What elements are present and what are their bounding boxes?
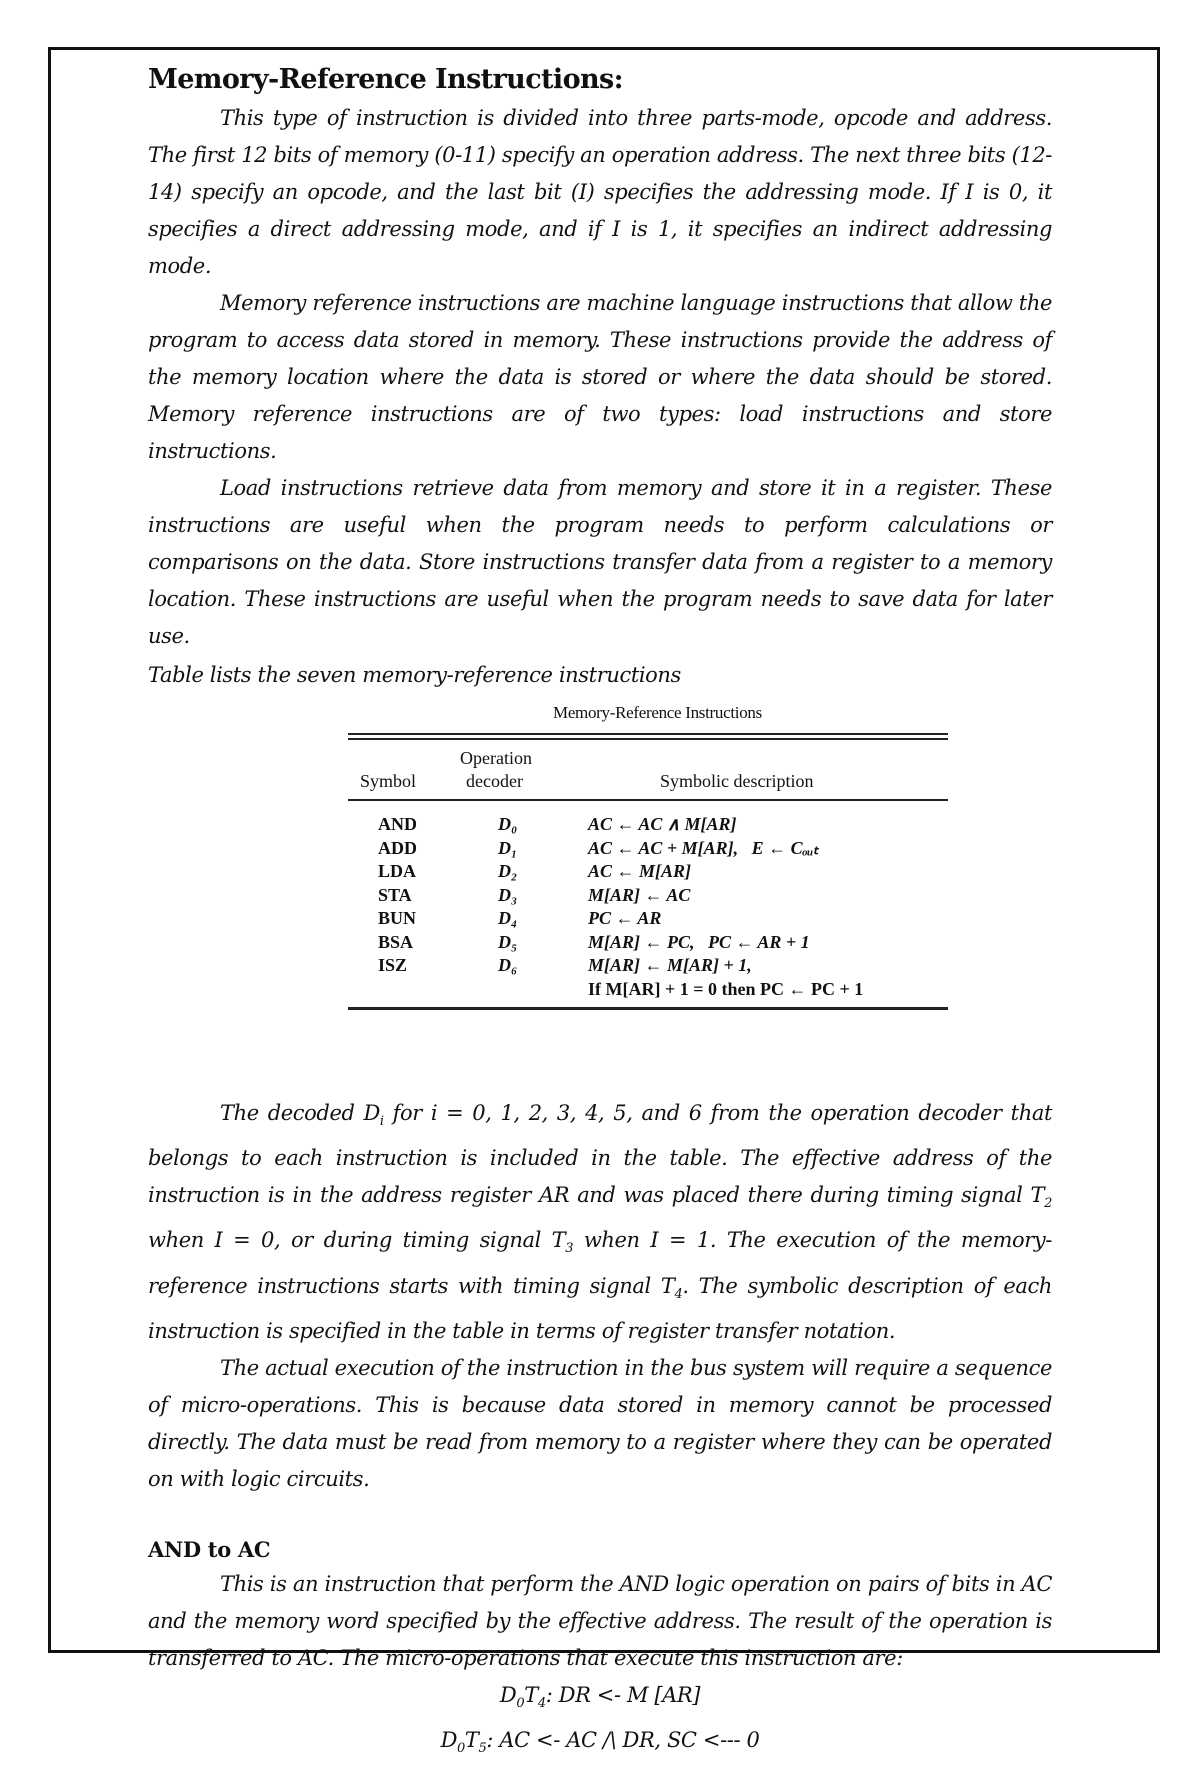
decoded-sub-2: 2 bbox=[1044, 1196, 1052, 1212]
table-row-add-decoder: D₁ bbox=[498, 837, 518, 858]
table-row-and-decoder: D₀ bbox=[498, 814, 518, 834]
table-row-lda-symbol: LDA bbox=[378, 861, 417, 881]
decoded-text-b: for i = 0, 1, 2, 3, 4, 5, and 6 from the operation decoder that belongs to each instruction is included in the table. The effective address of the instruction is in the address register AR and was placed there during timing signal T bbox=[148, 1101, 1052, 1208]
table-row-bsa-symbol: BSA bbox=[378, 931, 414, 952]
table-row-sta-symbol: STA bbox=[378, 884, 412, 905]
decoded-text-c: when I = 0, or during timing signal T bbox=[148, 1228, 566, 1253]
micro-op-2 bbox=[148, 1722, 1052, 1767]
micro-op-2-d-sub: 0 bbox=[457, 1741, 465, 1757]
page-title: Memory-Reference Instructions: bbox=[148, 64, 623, 95]
header-decoder-line1: Operation bbox=[460, 748, 532, 768]
table-row-and-description: AC ← AC ∧ M[AR] bbox=[588, 814, 737, 834]
document-content bbox=[148, 60, 1052, 1767]
decoded-text-d: when I = 1. The execution of the memory-reference instructions starts with timing signal T bbox=[148, 1228, 1053, 1298]
paragraph-decoded bbox=[148, 1095, 1052, 1350]
table-header-rule bbox=[348, 799, 948, 801]
table-row-bsa-description: M[AR] ← PC, PC ← AR + 1 bbox=[588, 931, 810, 952]
paragraph-memory-reference: Memory reference instructions are machine language instructions that allow the program to access data stored in memory. These instructions provide the address of the memory location where the data is stored or where the data should be stored. Memory reference instructions are of two types: load instructions and store instructions. bbox=[148, 291, 1052, 463]
table-row-sta-description: M[AR] ← AC bbox=[588, 884, 691, 905]
micro-op-1-d-sub: 0 bbox=[516, 1695, 525, 1711]
micro-op-1-t: T bbox=[524, 1682, 538, 1707]
micro-op-1-d: D bbox=[499, 1682, 517, 1707]
table-row-and-symbol: AND bbox=[378, 814, 417, 834]
paragraph-and: This is an instruction that perform the AND logic operation on pairs of bits in AC and the memory word specified by the effective address. The result of the operation is transferred to AC. The micro-operations that execute this instruction are: bbox=[148, 1571, 1052, 1670]
table-top-rule-2 bbox=[348, 738, 948, 740]
section-heading-and: AND to AC bbox=[148, 1536, 271, 1562]
micro-op-2-d: D bbox=[440, 1727, 458, 1752]
table-row-bun-symbol: BUN bbox=[378, 908, 417, 928]
table-intro: Table lists the seven memory-reference instructions bbox=[148, 663, 681, 687]
decoded-sub-i: i bbox=[379, 1114, 384, 1130]
micro-op-2-t-sub: 5 bbox=[478, 1741, 487, 1757]
micro-op-1 bbox=[148, 1677, 1052, 1722]
decoded-text-a: The decoded D bbox=[220, 1101, 380, 1125]
table-title: Memory-Reference Instructions bbox=[553, 703, 762, 722]
table-row-bsa-decoder: D₅ bbox=[498, 931, 518, 952]
micro-op-2-rest: : AC <- AC /\ DR, SC <--- 0 bbox=[486, 1727, 760, 1752]
decoded-sub-4: 4 bbox=[674, 1286, 683, 1302]
table-bottom-rule bbox=[348, 1007, 948, 1010]
memory-reference-table bbox=[148, 695, 1052, 1095]
header-symbol: Symbol bbox=[360, 771, 417, 791]
header-decoder-line2: decoder bbox=[466, 771, 523, 791]
paragraph-instruction-format: This type of instruction is divided into three parts-mode, opcode and address. The first 12 bits of memory (0-11) specify an operation address. The next three bits (12-14) specify an opcode, and the last bit (I) specifies the addressing mode. If I is 0, it specifies a direct addressing mode, and if I is 1, it specifies an indirect addressing mode. bbox=[148, 106, 1052, 278]
table-row-add-description: AC ← AC + M[AR], E ← Cₒᵤₜ bbox=[588, 837, 819, 858]
spacer bbox=[148, 1498, 1052, 1534]
table-row-isz-decoder: D₆ bbox=[498, 955, 518, 975]
table-top-rule bbox=[348, 733, 948, 735]
table-row-isz-description: M[AR] ← M[AR] + 1, bbox=[588, 955, 752, 975]
paragraph-load-store: Load instructions retrieve data from memory and store it in a register. These instructions are useful when the program needs to perform calculations or comparisons on the data. Store instructions transfer data from a register to a memory location. These instructions are useful when the program needs to save data for later use. bbox=[148, 476, 1052, 648]
table-row-isz-symbol: ISZ bbox=[378, 955, 408, 975]
paragraph-actual-execution: The actual execution of the instruction in the bus system will require a sequence of micro-operations. This is because data stored in memory cannot be processed directly. The data must be read from memory to a register where they can be operated on with logic circuits. bbox=[148, 1355, 1052, 1491]
micro-op-1-t-sub: 4 bbox=[537, 1695, 546, 1711]
table-row-lda-decoder: D₂ bbox=[498, 861, 518, 881]
micro-op-2-t: T bbox=[464, 1727, 479, 1752]
table-row-sta-decoder: D₃ bbox=[498, 884, 518, 905]
table-row-bun-description: PC ← AR bbox=[588, 908, 662, 928]
table-row-isz-continuation: If M[AR] + 1 = 0 then PC ← PC + 1 bbox=[588, 979, 864, 999]
table-row-add-symbol: ADD bbox=[378, 837, 417, 858]
decoded-text-e: . The symbolic description of each instruction is specified in the table in terms of register transfer notation. bbox=[148, 1273, 1052, 1343]
decoded-sub-3: 3 bbox=[565, 1241, 574, 1257]
table-row-lda-description: AC ← M[AR] bbox=[588, 861, 692, 881]
micro-op-1-rest: : DR <- M [AR] bbox=[545, 1682, 701, 1707]
table-row-bun-decoder: D₄ bbox=[498, 908, 518, 928]
header-description: Symbolic description bbox=[660, 771, 814, 791]
